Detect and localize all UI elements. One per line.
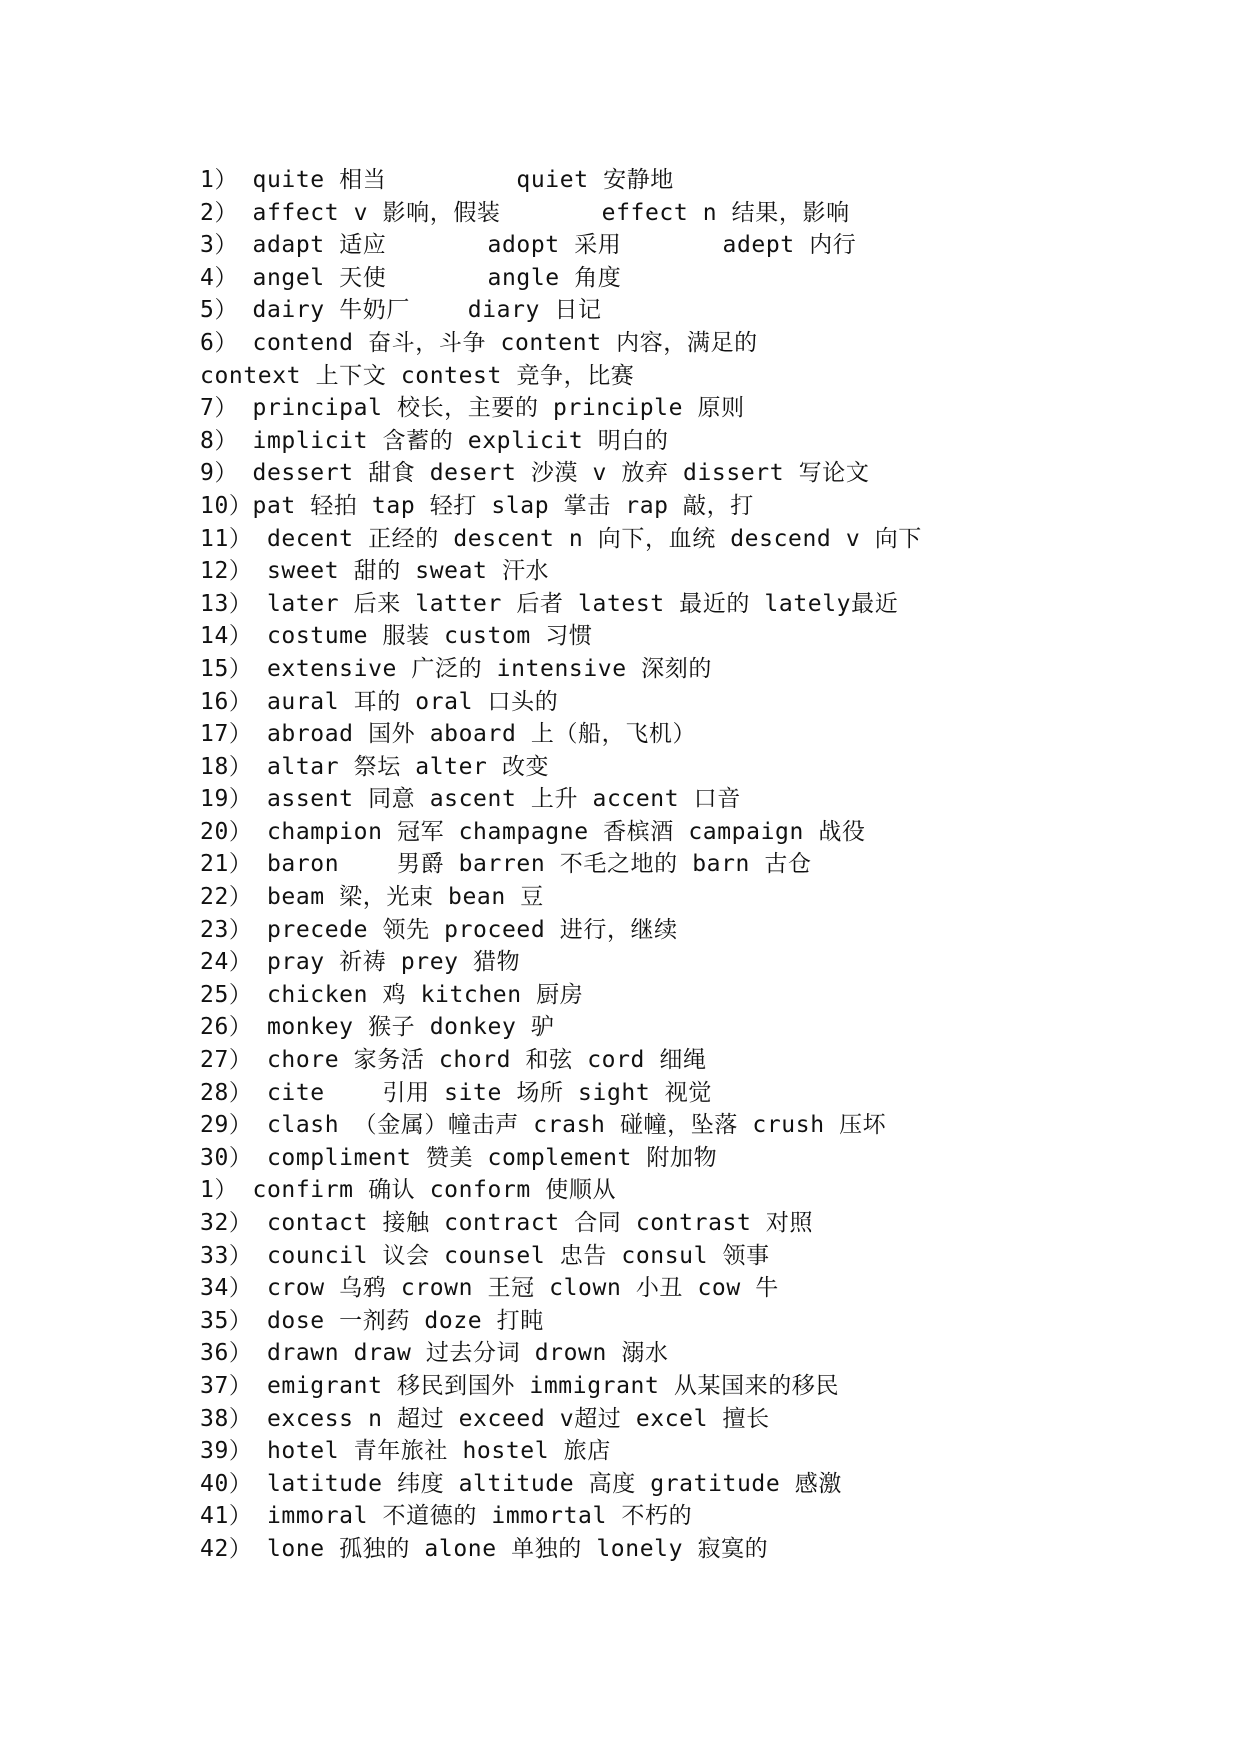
text-line: 39） hotel 青年旅社 hostel 旅店 [200, 1438, 611, 1465]
text-line: 16） aural 耳的 oral 口头的 [200, 688, 559, 715]
text-line: 38） excess n 超过 exceed v超过 excel 擅长 [200, 1405, 770, 1432]
text-line: 28） cite 引用 site 场所 sight 视觉 [200, 1079, 712, 1106]
text-line: 26） monkey 猴子 donkey 驴 [200, 1014, 555, 1041]
text-line: 15） extensive 广泛的 intensive 深刻的 [200, 655, 712, 682]
text-line: 42） lone 孤独的 alone 单独的 lonely 寂寞的 [200, 1535, 769, 1562]
text-line: 5） dairy 牛奶厂 diary 日记 [200, 297, 602, 324]
text-line: 7） principal 校长，主要的 principle 原则 [200, 395, 745, 422]
text-line: 3） adapt 适应 adopt 采用 adept 内行 [200, 232, 857, 259]
text-line: 35） dose 一剂药 doze 打盹 [200, 1307, 544, 1334]
text-line: 1） quite 相当 quiet 安静地 [200, 167, 674, 193]
text-line: context 上下文 contest 竞争，比赛 [200, 362, 635, 389]
text-line: 19） assent 同意 ascent 上升 accent 口音 [200, 786, 741, 813]
text-line: 4） angel 天使 angle 角度 [200, 264, 622, 291]
text-line: 40） latitude 纬度 altitude 高度 gratitude 感激 [200, 1470, 842, 1497]
text-line: 32） contact 接触 contract 合同 contrast 对照 [200, 1210, 814, 1236]
text-line: 20） champion 冠军 champagne 香槟酒 campaign 战役 [200, 818, 866, 845]
text-line: 25） chicken 鸡 kitchen 厨房 [200, 981, 584, 1008]
text-line: 11） decent 正经的 descent n 向下，血统 descend v 向下 [200, 525, 922, 552]
text-line: 29） clash （金属）幢击声 crash 碰幢，坠落 crush 压坏 [200, 1112, 887, 1139]
text-line: 23） precede 领先 proceed 进行，继续 [200, 916, 678, 943]
text-line: 24） pray 祈祷 prey 猎物 [200, 949, 521, 976]
text-line: 22） beam 梁，光束 bean 豆 [200, 884, 544, 911]
text-line: 37） emigrant 移民到国外 immigrant 从某国来的移民 [200, 1372, 840, 1399]
text-line: 13） later 后来 latter 后者 latest 最近的 lately最近 [200, 590, 899, 617]
word-list [200, 164, 1200, 1566]
text-line: 14） costume 服装 custom 习惯 [200, 623, 593, 650]
text-line: 12） sweet 甜的 sweat 汗水 [200, 558, 550, 585]
text-line: 6） contend 奋斗，斗争 content 内容，满足的 [200, 329, 758, 356]
text-line: 10）pat 轻拍 tap 轻打 slap 掌击 rap 敲，打 [200, 492, 754, 519]
text-line: 34） crow 乌鸦 crown 王冠 clown 小丑 cow 牛 [200, 1275, 779, 1302]
text-line: 21） baron 男爵 barren 不毛之地的 barn 古仓 [200, 851, 812, 878]
text-line: 8） implicit 含蓄的 explicit 明白的 [200, 427, 669, 454]
text-line: 1） confirm 确认 conform 使顺从 [200, 1177, 617, 1204]
text-line: 17） abroad 国外 aboard 上（船，飞机） [200, 721, 697, 748]
text-line: 18） altar 祭坛 alter 改变 [200, 753, 550, 780]
text-line: 36） drawn draw 过去分词 drown 溺水 [200, 1340, 669, 1367]
text-line: 9） dessert 甜食 desert 沙漠 v 放弃 dissert 写论文 [200, 460, 870, 487]
text-line: 30） compliment 赞美 complement 附加物 [200, 1144, 718, 1171]
text-line: 33） council 议会 counsel 忠告 consul 领事 [200, 1242, 770, 1269]
text-line: 27） chore 家务活 chord 和弦 cord 细绳 [200, 1047, 707, 1074]
text-line: 41） immoral 不道德的 immortal 不朽的 [200, 1503, 693, 1530]
text-line: 2） affect v 影响，假装 effect n 结果，影响 [200, 199, 850, 226]
